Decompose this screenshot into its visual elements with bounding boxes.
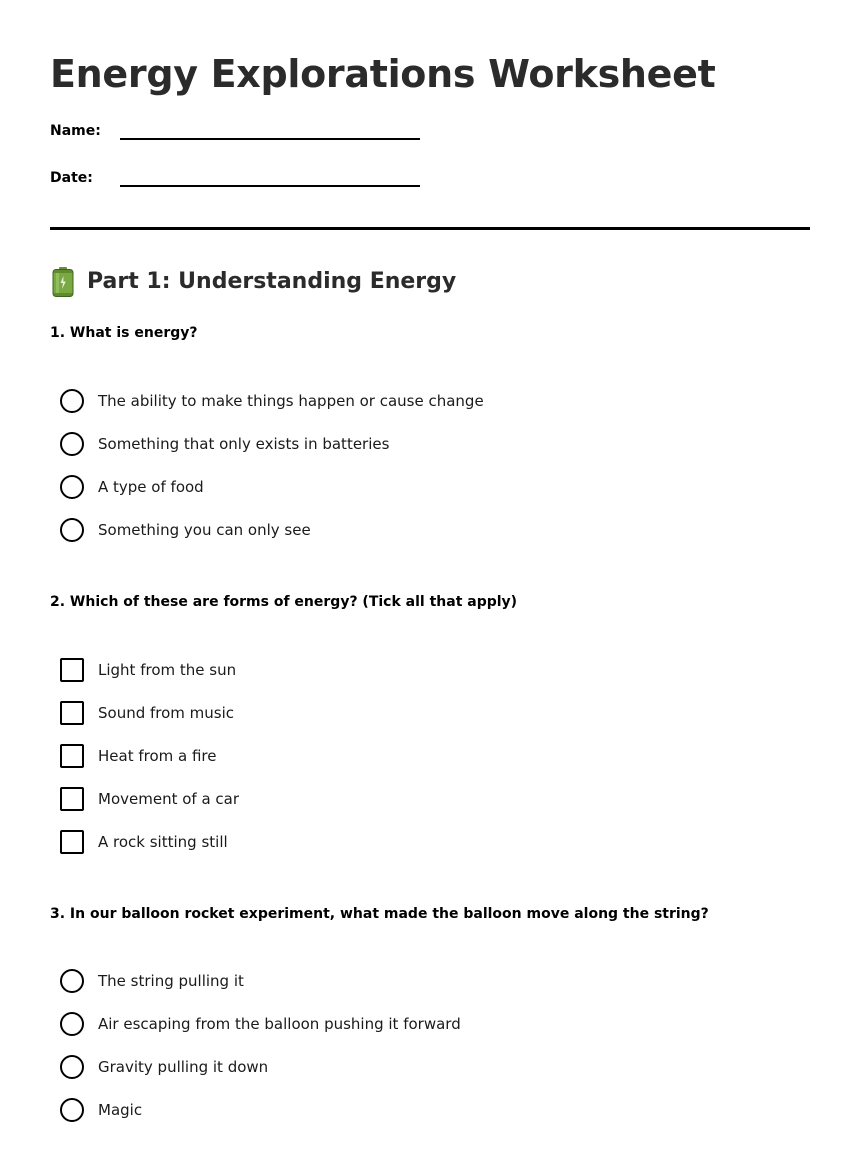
- option-label: Magic: [98, 1101, 143, 1119]
- question-3: 3. In our balloon rocket experiment, what made the balloon move along the string?: [50, 906, 709, 922]
- option-label: A type of food: [98, 478, 204, 496]
- radio-button[interactable]: [60, 1012, 84, 1036]
- checkbox[interactable]: [60, 658, 84, 682]
- option-label: A rock sitting still: [98, 833, 228, 851]
- q3-option-3[interactable]: [60, 1055, 760, 1079]
- q3-option-2[interactable]: [60, 1012, 760, 1036]
- date-field-row: [50, 169, 450, 193]
- checkbox[interactable]: [60, 787, 84, 811]
- checkbox[interactable]: [60, 701, 84, 725]
- name-label: Name:: [50, 123, 101, 139]
- q2-option-5[interactable]: [60, 830, 760, 854]
- q3-option-1[interactable]: [60, 969, 760, 993]
- q1-option-4[interactable]: [60, 518, 760, 542]
- option-label: Movement of a car: [98, 790, 240, 808]
- q2-option-2[interactable]: [60, 701, 760, 725]
- checkbox[interactable]: [60, 830, 84, 854]
- section-title: Part 1: Understanding Energy: [87, 269, 457, 294]
- radio-button[interactable]: [60, 518, 84, 542]
- option-label: Something that only exists in batteries: [98, 435, 390, 453]
- option-label: Sound from music: [98, 704, 235, 722]
- radio-button[interactable]: [60, 1098, 84, 1122]
- q1-option-1[interactable]: [60, 389, 760, 413]
- battery-icon: [52, 267, 74, 297]
- option-label: Air escaping from the balloon pushing it forward: [98, 1015, 461, 1033]
- radio-button[interactable]: [60, 969, 84, 993]
- header-divider: [50, 227, 810, 230]
- option-label: Heat from a fire: [98, 747, 217, 765]
- option-label: Gravity pulling it down: [98, 1058, 269, 1076]
- radio-button[interactable]: [60, 432, 84, 456]
- question-1: 1. What is energy?: [50, 325, 198, 341]
- option-label: Light from the sun: [98, 661, 237, 679]
- name-field-row: [50, 122, 450, 146]
- q3-option-4[interactable]: [60, 1098, 760, 1122]
- date-field[interactable]: [120, 185, 420, 187]
- date-label: Date:: [50, 170, 93, 186]
- option-label: Something you can only see: [98, 521, 311, 539]
- option-label: The ability to make things happen or cause change: [98, 392, 484, 410]
- q1-option-2[interactable]: [60, 432, 760, 456]
- radio-button[interactable]: [60, 475, 84, 499]
- name-field[interactable]: [120, 138, 420, 140]
- q2-option-3[interactable]: [60, 744, 760, 768]
- checkbox[interactable]: [60, 744, 84, 768]
- q1-option-3[interactable]: [60, 475, 760, 499]
- page-title: Energy Explorations Worksheet: [50, 52, 716, 96]
- question-2: 2. Which of these are forms of energy? (Tick all that apply): [50, 594, 518, 610]
- radio-button[interactable]: [60, 1055, 84, 1079]
- q2-option-4[interactable]: [60, 787, 760, 811]
- q2-option-1[interactable]: [60, 658, 760, 682]
- option-label: The string pulling it: [98, 972, 244, 990]
- radio-button[interactable]: [60, 389, 84, 413]
